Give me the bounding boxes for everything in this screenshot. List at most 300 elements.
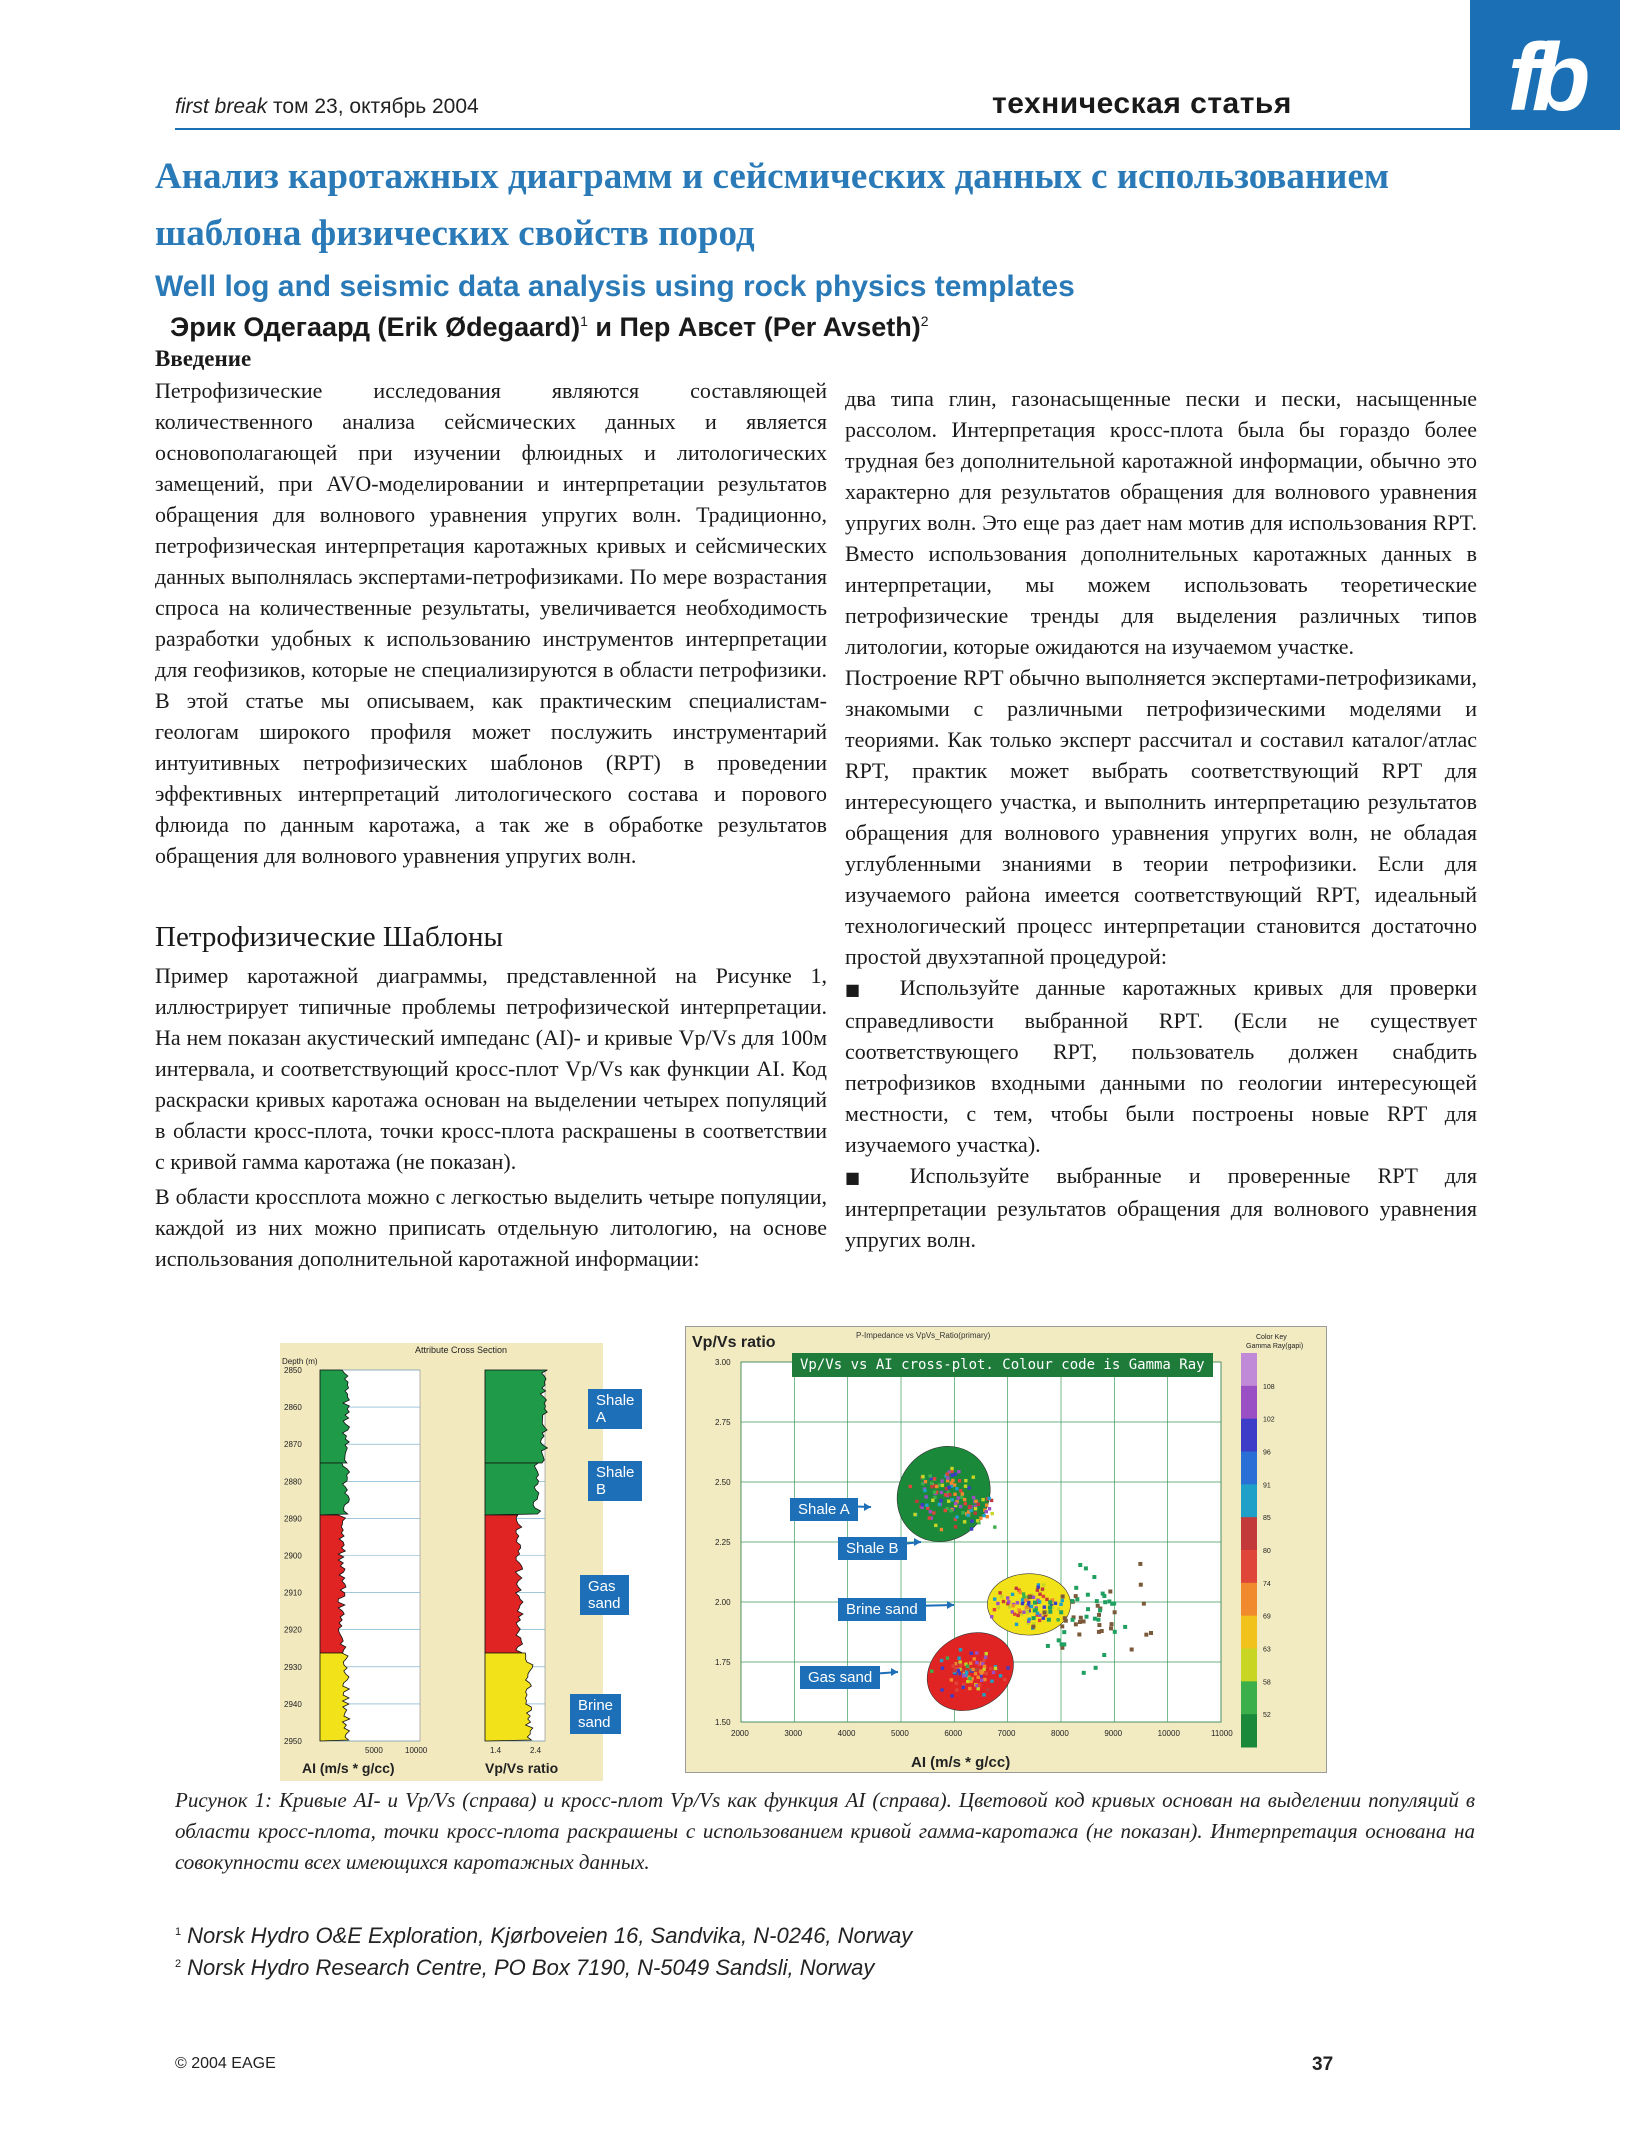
- data-point: [921, 1475, 924, 1478]
- authors: [170, 312, 929, 343]
- data-point: [944, 1509, 947, 1512]
- crossplot-svg: [686, 1327, 1326, 1772]
- data-point: [951, 1474, 954, 1477]
- data-point: [950, 1678, 953, 1681]
- data-point: [1138, 1562, 1142, 1566]
- data-point: [1074, 1622, 1078, 1626]
- data-point: [939, 1499, 942, 1502]
- data-point: [1011, 1593, 1014, 1596]
- ai-tick-label: 10000: [405, 1746, 428, 1755]
- data-point: [990, 1615, 993, 1618]
- author-1-affil: 1: [580, 313, 588, 329]
- data-point: [976, 1668, 979, 1671]
- data-point: [1030, 1605, 1033, 1608]
- right-column: [845, 383, 1477, 1255]
- author-2-affil: 2: [920, 313, 929, 329]
- data-point: [968, 1677, 971, 1680]
- data-point: [950, 1694, 953, 1697]
- data-point: [1015, 1587, 1018, 1590]
- title-english: Well log and seismic data analysis using rock physics templates: [155, 270, 1075, 303]
- vpvs-tick-label: 2.4: [530, 1746, 542, 1755]
- data-point: [1060, 1624, 1064, 1628]
- depth-tick-label: 2910: [284, 1588, 302, 1598]
- data-point: [941, 1484, 944, 1487]
- data-point: [1021, 1598, 1024, 1601]
- data-point: [990, 1679, 993, 1682]
- vpvs-tick-label: 1.4: [490, 1746, 502, 1755]
- data-point: [979, 1516, 982, 1519]
- data-point: [968, 1687, 971, 1690]
- data-point: [978, 1683, 981, 1686]
- data-point: [1028, 1595, 1032, 1599]
- data-point: [982, 1693, 985, 1696]
- data-point: [988, 1497, 991, 1500]
- data-point: [1082, 1619, 1086, 1623]
- bullet-1: [845, 972, 1477, 1160]
- data-point: [1059, 1610, 1063, 1614]
- crossplot-panel: [685, 1326, 1327, 1773]
- data-point: [921, 1503, 924, 1506]
- bullet-1-text: Используйте данные каротажных кривых для проверки справедливости выбранной RPT. (Если не существует соответствующего RPT, пользователь должен снабдить петрофизиков входными данными по геологии интересующей местности, с тем, чтобы были построены новые RPT для изучаемого участка).: [845, 975, 1477, 1157]
- log-tracks: [284, 1366, 547, 1755]
- data-point: [992, 1671, 995, 1674]
- data-point: [940, 1479, 943, 1482]
- data-point: [947, 1500, 950, 1503]
- data-point: [985, 1503, 988, 1506]
- data-point: [944, 1493, 947, 1496]
- data-point: [975, 1651, 978, 1654]
- crossplot-area: [715, 1358, 1233, 1738]
- color-key-swatch: [1241, 1484, 1257, 1517]
- data-point: [949, 1509, 952, 1512]
- data-point: [970, 1519, 973, 1522]
- ai-axis-label: AI (m/s * g/cc): [302, 1760, 395, 1776]
- data-point: [1086, 1607, 1090, 1611]
- color-key-swatch: [1241, 1353, 1257, 1386]
- data-point: [1015, 1623, 1018, 1626]
- depth-tick-label: 2940: [284, 1699, 302, 1709]
- data-point: [1149, 1631, 1153, 1635]
- data-point: [924, 1495, 927, 1498]
- data-point: [1019, 1591, 1022, 1594]
- intro-text: [155, 375, 827, 871]
- data-point: [1042, 1583, 1045, 1586]
- data-point: [940, 1491, 943, 1494]
- data-point: [1085, 1615, 1089, 1619]
- data-point: [970, 1527, 973, 1530]
- data-point: [951, 1479, 954, 1482]
- color-key-swatch: [1241, 1517, 1257, 1550]
- footnote-1-text: Norsk Hydro O&E Exploration, Kjørboveien 16, Sandvika, N-0246, Norway: [187, 1923, 913, 1948]
- data-point: [993, 1608, 996, 1611]
- data-point: [1082, 1671, 1086, 1675]
- data-point: [969, 1509, 972, 1512]
- crossplot-xlabel: AI (m/s * g/cc): [911, 1754, 1011, 1771]
- log-title: Attribute Cross Section: [415, 1345, 508, 1355]
- depth-tick-label: 2920: [284, 1625, 302, 1635]
- data-point: [1006, 1666, 1009, 1669]
- data-point: [962, 1674, 965, 1677]
- journal-name: first break: [175, 95, 268, 118]
- data-point: [966, 1514, 969, 1517]
- y-tick-label: 3.00: [715, 1358, 731, 1367]
- fb-logo-text: fb: [1507, 24, 1583, 131]
- data-point: [974, 1507, 977, 1510]
- data-point: [1103, 1600, 1107, 1604]
- data-point: [1062, 1642, 1066, 1646]
- data-point: [957, 1470, 960, 1473]
- data-point: [960, 1496, 963, 1499]
- data-point: [959, 1648, 962, 1651]
- data-point: [1024, 1598, 1027, 1601]
- data-point: [983, 1658, 986, 1661]
- data-point: [1097, 1623, 1101, 1627]
- data-point: [1113, 1630, 1117, 1634]
- data-point: [950, 1467, 953, 1470]
- data-point: [1139, 1583, 1143, 1587]
- data-point: [954, 1502, 957, 1505]
- data-point: [915, 1500, 918, 1503]
- data-point: [1042, 1610, 1046, 1614]
- data-point: [968, 1486, 971, 1489]
- data-point: [997, 1606, 1000, 1609]
- data-point: [969, 1680, 972, 1683]
- depth-tick-label: 2930: [284, 1662, 302, 1672]
- data-point: [954, 1473, 957, 1476]
- data-point: [1048, 1600, 1052, 1604]
- data-point: [969, 1662, 972, 1665]
- data-point: [1061, 1599, 1064, 1602]
- data-point: [1003, 1678, 1006, 1681]
- color-key-label: 69: [1263, 1613, 1271, 1621]
- data-point: [931, 1499, 934, 1502]
- data-point: [1077, 1632, 1081, 1636]
- data-point: [1062, 1630, 1066, 1634]
- color-key-label: 63: [1263, 1646, 1271, 1654]
- label-shale-a: Shale A: [588, 1389, 642, 1429]
- xlabel-gas-sand: Gas sand: [800, 1666, 880, 1689]
- data-point: [938, 1503, 941, 1506]
- footnote-1: [175, 1923, 912, 1949]
- footnote-2: [175, 1955, 874, 1981]
- data-point: [1102, 1653, 1106, 1657]
- data-point: [963, 1498, 966, 1501]
- data-point: [1097, 1613, 1101, 1617]
- data-point: [988, 1507, 991, 1510]
- authors-conj: и: [587, 312, 620, 342]
- y-tick-label: 1.75: [715, 1658, 731, 1667]
- data-point: [1042, 1616, 1045, 1619]
- data-point: [1047, 1618, 1051, 1622]
- data-point: [1027, 1601, 1030, 1604]
- data-point: [933, 1490, 936, 1493]
- data-point: [1006, 1596, 1009, 1599]
- data-point: [1109, 1626, 1113, 1630]
- color-key-swatch: [1241, 1616, 1257, 1649]
- data-point: [965, 1671, 968, 1674]
- section2-paragraph-2: В области кроссплота можно с легкостью выделить четыре популяции, каждой из них можно приписать отдельную литологию, на основе использования дополнительной каротажной информации:: [155, 1184, 827, 1271]
- data-point: [955, 1682, 958, 1685]
- data-point: [1092, 1575, 1096, 1579]
- y-tick-label: 2.00: [715, 1598, 731, 1607]
- author-1: Эрик Одегаард (Erik Ødegaard): [170, 312, 581, 342]
- data-point: [999, 1674, 1002, 1677]
- bullet-2-text: Используйте выбранные и проверенные RPT для интерпретации результатов обращения для волнового уравнения упругих волн.: [845, 1163, 1477, 1252]
- data-point: [951, 1498, 954, 1501]
- data-point: [1036, 1586, 1039, 1589]
- data-point: [989, 1667, 992, 1670]
- data-point: [964, 1502, 967, 1505]
- depth-tick-label: 2880: [284, 1477, 302, 1487]
- x-tick-label: 10000: [1157, 1729, 1180, 1738]
- data-point: [1057, 1638, 1061, 1642]
- vpvs-log-fill: [485, 1653, 533, 1741]
- data-point: [1059, 1603, 1062, 1606]
- data-point: [1045, 1598, 1048, 1601]
- data-point: [1038, 1619, 1041, 1622]
- data-point: [1054, 1602, 1057, 1605]
- color-key-label: 85: [1263, 1515, 1271, 1523]
- data-point: [970, 1652, 973, 1655]
- color-key-swatch: [1241, 1681, 1257, 1714]
- xlabel-shale-a: Shale A: [790, 1498, 858, 1521]
- data-point: [957, 1669, 960, 1672]
- data-point: [1061, 1594, 1065, 1598]
- section2-heading: Петрофизические Шаблоны: [155, 921, 504, 953]
- y-tick-label: 2.25: [715, 1538, 731, 1547]
- data-point: [977, 1687, 980, 1690]
- data-point: [1113, 1610, 1117, 1614]
- data-point: [1007, 1600, 1010, 1603]
- y-tick-label: 1.50: [715, 1718, 731, 1727]
- data-point: [933, 1477, 936, 1480]
- data-point: [986, 1515, 989, 1518]
- data-point: [961, 1511, 964, 1514]
- color-key-swatch: [1241, 1649, 1257, 1682]
- color-key-label: 52: [1263, 1712, 1271, 1720]
- data-point: [976, 1519, 979, 1522]
- colorkey-subtitle: Gamma Ray(gapi): [1246, 1343, 1304, 1350]
- color-key-swatch: [1241, 1583, 1257, 1616]
- data-point: [1048, 1606, 1052, 1610]
- data-point: [963, 1520, 966, 1523]
- data-point: [966, 1665, 969, 1668]
- depth-tick-label: 2850: [284, 1366, 302, 1375]
- data-point: [930, 1485, 933, 1488]
- data-point: [946, 1472, 949, 1475]
- data-point: [932, 1511, 935, 1514]
- data-point: [983, 1678, 986, 1681]
- color-key-swatch: [1241, 1452, 1257, 1485]
- data-point: [1070, 1599, 1074, 1603]
- data-point: [955, 1515, 958, 1518]
- log-panel-svg: [280, 1343, 603, 1781]
- data-point: [1048, 1610, 1052, 1614]
- data-point: [909, 1485, 912, 1488]
- data-point: [985, 1672, 988, 1675]
- data-point: [934, 1524, 937, 1527]
- data-point: [1025, 1606, 1028, 1609]
- data-point: [929, 1510, 932, 1513]
- data-point: [946, 1476, 949, 1479]
- data-point: [1031, 1625, 1035, 1629]
- data-point: [1098, 1608, 1102, 1612]
- data-point: [961, 1492, 964, 1495]
- vpvs-axis-label: Vp/Vs ratio: [485, 1760, 559, 1776]
- data-point: [946, 1656, 949, 1659]
- depth-tick-label: 2950: [284, 1737, 302, 1746]
- data-point: [1108, 1589, 1112, 1593]
- data-point: [990, 1512, 993, 1515]
- data-point: [928, 1516, 931, 1519]
- depth-tick-label: 2870: [284, 1440, 302, 1450]
- data-point: [1000, 1595, 1003, 1598]
- data-point: [924, 1480, 927, 1483]
- data-point: [1056, 1618, 1059, 1621]
- data-point: [959, 1505, 962, 1508]
- bullet-square-icon: ■: [845, 980, 872, 999]
- data-point: [977, 1676, 980, 1679]
- title-russian: Анализ каротажных диаграмм и сейсмических данных с использованием шаблона физических свойств пород: [155, 156, 1390, 254]
- data-point: [968, 1505, 971, 1508]
- data-point: [983, 1665, 986, 1668]
- data-point: [953, 1483, 956, 1486]
- intro-paragraph: Петрофизические исследования являются составляющей количественного анализа сейсмических данных и является основополагающей при изучении флюидных и литологических замещений, при AVO-моделировании и интерпретации результатов обращения для волнового уравнения упругих волн. Традиционно, петрофизическая интерпретация каротажных кривых и сейсмических данных выполнялась экспертами-петрофизиками. По мере возрастания спроса на количественные результаты, увеличивается необходимость разработки удобных к использованию инструментов интерпретации для геофизиков, которые не специализируются в области петрофизики. В этой статье мы описываем, как практическим специалистам-геологам широкого профиля может послужить инструментарий интуитивных петрофизических шаблонов (RPT) в проведении эффективных интерпретаций литологического состава и порового флюида по данным каротажа, а так же в обработке результатов обращения для волнового уравнения упругих волн.: [155, 378, 827, 868]
- data-point: [955, 1688, 958, 1691]
- data-point: [972, 1475, 975, 1478]
- data-point: [923, 1489, 926, 1492]
- data-point: [982, 1514, 985, 1517]
- color-key-swatch: [1241, 1386, 1257, 1419]
- data-point: [972, 1496, 975, 1499]
- x-tick-label: 3000: [784, 1729, 803, 1738]
- data-point: [980, 1679, 983, 1682]
- data-point: [964, 1485, 967, 1488]
- x-tick-label: 9000: [1104, 1729, 1123, 1738]
- color-key: [1241, 1353, 1275, 1748]
- page-number: 37: [1312, 2054, 1334, 2075]
- data-point: [1079, 1616, 1083, 1620]
- data-point: [1033, 1601, 1037, 1605]
- data-point: [940, 1688, 943, 1691]
- data-point: [1102, 1594, 1106, 1598]
- col2-paragraph-2: Построение RPT обычно выполняется экспертами-петрофизиками, знакомыми с различными петрофизическими моделями и теориями. Как только эксперт рассчитал и составил каталог/атлас RPT, практик может выбрать соответствующий RPT для интересующего участка, и выполнить интерпретацию результатов обращения для волнового уравнения упругих волн, не обладая углубленными знаниями в теории петрофизики. Если для изучаемого района имеется соответствующий RPT, идеальный технологический процесс интерпретации становится достаточно простой двухэтапной процедурой:: [845, 665, 1477, 969]
- data-point: [1096, 1618, 1100, 1622]
- journal-issue: [175, 95, 479, 119]
- data-point: [1038, 1600, 1041, 1603]
- x-tick-label: 2000: [731, 1729, 749, 1738]
- data-point: [1084, 1566, 1088, 1570]
- data-point: [986, 1688, 989, 1691]
- data-point: [993, 1525, 996, 1528]
- data-point: [953, 1493, 956, 1496]
- color-key-label: 108: [1263, 1383, 1275, 1391]
- footnote-2-mark: 2: [175, 1957, 182, 1970]
- xlabel-shale-b: Shale B: [838, 1537, 907, 1560]
- data-point: [958, 1479, 961, 1482]
- color-key-label: 91: [1263, 1482, 1271, 1490]
- data-point: [1041, 1587, 1044, 1590]
- section-label: техническая статья: [992, 87, 1292, 120]
- color-key-label: 58: [1263, 1679, 1271, 1687]
- data-point: [1012, 1604, 1015, 1607]
- color-key-label: 102: [1263, 1416, 1275, 1424]
- x-tick-label: 4000: [837, 1729, 856, 1738]
- depth-tick-label: 2890: [284, 1514, 302, 1524]
- data-point: [940, 1659, 943, 1662]
- xlabel-brine-sand: Brine sand: [838, 1598, 926, 1621]
- data-point: [957, 1496, 960, 1499]
- depth-tick-label: 2860: [284, 1403, 302, 1413]
- vpvs-log-fill: [485, 1370, 547, 1463]
- depth-axis-label: Depth (m): [282, 1357, 318, 1366]
- data-point: [1038, 1592, 1041, 1595]
- data-point: [1016, 1601, 1019, 1604]
- data-point: [1032, 1596, 1035, 1599]
- data-point: [1074, 1594, 1078, 1598]
- data-point: [1046, 1644, 1050, 1648]
- label-brine-sand: Brine sand: [570, 1694, 621, 1734]
- data-point: [953, 1669, 956, 1672]
- data-point: [1100, 1629, 1104, 1633]
- data-point: [1016, 1614, 1019, 1617]
- data-point: [959, 1489, 962, 1492]
- crossplot-ylabel: Vp/Vs ratio: [692, 1334, 776, 1351]
- data-point: [1028, 1618, 1031, 1621]
- bullet-2: [845, 1160, 1477, 1255]
- log-panel: [280, 1343, 635, 1781]
- footnote-2-text: Norsk Hydro Research Centre, PO Box 7190, N-5049 Sandsli, Norway: [187, 1955, 875, 1980]
- data-point: [966, 1680, 969, 1683]
- color-key-swatch: [1241, 1714, 1257, 1747]
- data-point: [962, 1668, 965, 1671]
- data-point: [925, 1504, 928, 1507]
- data-point: [974, 1511, 977, 1514]
- data-point: [996, 1602, 999, 1605]
- data-point: [1071, 1618, 1075, 1622]
- data-point: [993, 1597, 996, 1600]
- data-point: [1013, 1612, 1016, 1615]
- header-rule: [175, 128, 1475, 130]
- x-tick-label: 5000: [891, 1729, 909, 1738]
- data-point: [1032, 1616, 1036, 1620]
- data-point: [994, 1667, 997, 1670]
- data-point: [1074, 1586, 1078, 1590]
- data-point: [957, 1657, 960, 1660]
- data-point: [1094, 1666, 1098, 1670]
- data-point: [941, 1666, 944, 1669]
- data-point: [1008, 1605, 1011, 1608]
- author-2: Пер Авсет (Per Avseth): [619, 312, 921, 342]
- fb-logo: [1470, 0, 1620, 130]
- data-point: [1086, 1593, 1090, 1597]
- data-point: [1042, 1595, 1045, 1598]
- data-point: [985, 1510, 988, 1513]
- vpvs-log-fill: [485, 1463, 541, 1515]
- data-point: [973, 1657, 976, 1660]
- data-point: [1078, 1620, 1082, 1624]
- data-point: [985, 1652, 988, 1655]
- intro-heading: Введение: [155, 346, 252, 371]
- data-point: [977, 1503, 980, 1506]
- data-point: [1033, 1608, 1037, 1612]
- data-point: [1110, 1622, 1114, 1626]
- x-tick-label: 11000: [1211, 1729, 1233, 1738]
- color-key-label: 96: [1263, 1449, 1271, 1457]
- data-point: [1142, 1602, 1146, 1606]
- data-point: [981, 1498, 984, 1501]
- data-point: [1112, 1601, 1116, 1605]
